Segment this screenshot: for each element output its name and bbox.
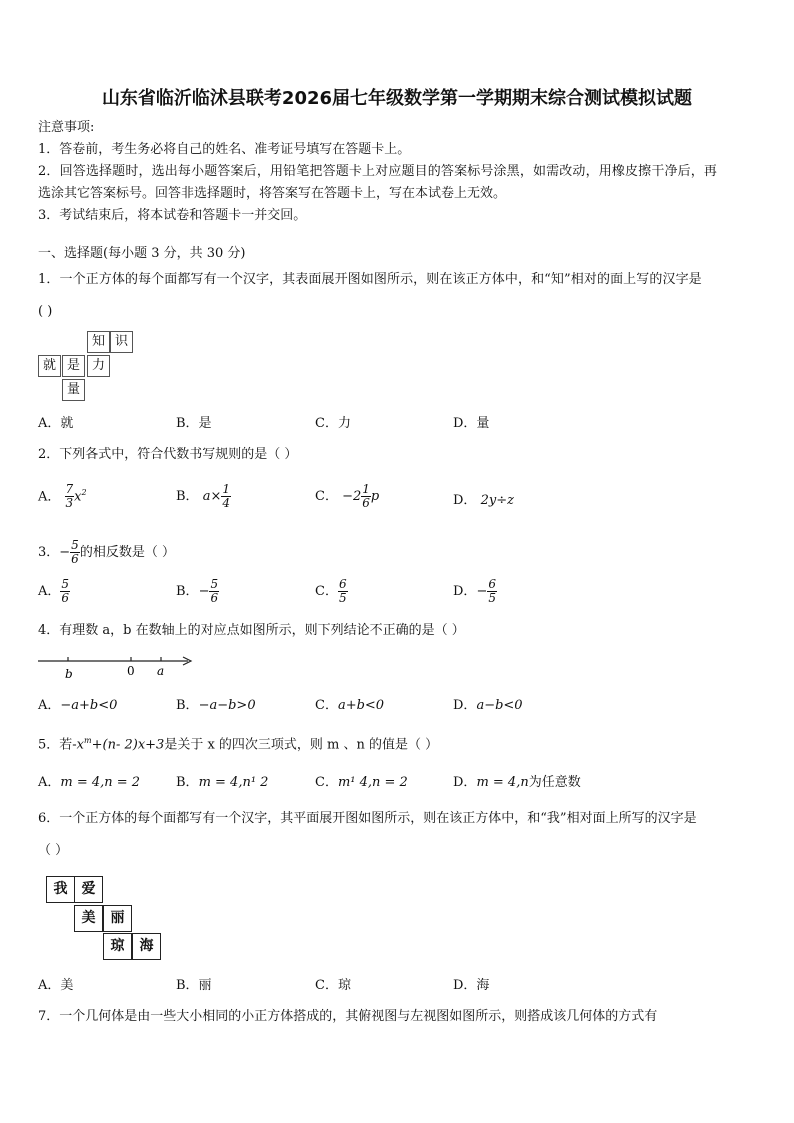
question-4-option-d: D．a−b<0	[453, 698, 523, 713]
net-cell: 琼	[103, 933, 132, 960]
net-cell: 量	[62, 379, 85, 401]
question-2-option-c: C． −2 $\frac{1}{6}$ p	[315, 482, 380, 510]
question-3-option-c: C． $\frac{6}{5}$	[315, 577, 347, 605]
notice-item: 3．考试结束后，将本试卷和答题卡一并交回。	[38, 208, 307, 223]
fraction: $\frac{1}{6}$	[362, 482, 370, 510]
net-cell: 美	[74, 905, 103, 932]
question-4-option-a: A．−a+b<0	[38, 698, 118, 713]
question-6-option-a: A．美	[38, 978, 74, 993]
fraction: $\frac{5}{6}$	[71, 538, 79, 566]
number-line-figure	[36, 650, 198, 684]
question-1-stem: 1．一个正方体的每个面都写有一个汉字，其表面展开图如图所示，则在该正方体中，和“知”相对的面上写的汉字是	[38, 272, 702, 287]
question-2-option-d: D． 2y÷z	[453, 493, 514, 508]
question-2-stem: 2．下列各式中，符合代数书写规则的是（ ）	[38, 447, 298, 462]
net-cell: 我	[46, 876, 75, 903]
question-6-option-c: C．琼	[315, 978, 351, 993]
question-6-paren: （ ）	[38, 843, 69, 858]
question-6-option-d: D．海	[453, 978, 490, 993]
question-4-stem: 4．有理数 a，b 在数轴上的对应点如图所示，则下列结论不正确的是（ ）	[38, 623, 465, 638]
axis-label-a: a	[157, 664, 165, 678]
question-3-option-a: A． $\frac{5}{6}$	[38, 577, 70, 605]
question-6-option-b: B．丽	[176, 978, 212, 993]
notice-heading: 注意事项:	[38, 120, 95, 135]
question-1-paren: ( )	[38, 304, 53, 319]
net-cell: 知	[87, 331, 110, 353]
notice-item: 1．答卷前，考生务必将自己的姓名、准考证号填写在答题卡上。	[38, 142, 411, 157]
question-1-option-d: D．量	[453, 416, 490, 431]
option-label: C．	[315, 489, 338, 504]
option-label: A．	[38, 489, 61, 505]
net-cell: 丽	[103, 905, 132, 932]
question-5-stem: 5．若$-x^m+(n-$ 2)x+3是关于 x 的四次三项式，则 m 、n 的值是（ ）	[38, 736, 439, 753]
question-1-net-figure	[38, 331, 138, 403]
question-1-option-a: A．就	[38, 416, 74, 431]
question-5-option-d: D．m = 4,n为任意数	[453, 775, 581, 790]
axis-label-b: b	[65, 667, 73, 681]
question-3-option-b: B．− $\frac{5}{6}$	[176, 577, 219, 605]
option-label: B．	[176, 489, 199, 504]
fraction: $\frac{6}{5}$	[488, 577, 496, 605]
question-5-option-c: C．m¹ 4,n = 2	[315, 775, 408, 790]
fraction: $\frac{1}{4}$	[222, 482, 230, 510]
question-5-option-a: A．m = 4,n = 2	[38, 775, 141, 790]
question-1-option-c: C．力	[315, 416, 351, 431]
notice-item: 选涂其它答案标号。回答非选择题时，将答案写在答题卡上，写在本试卷上无效。	[38, 186, 507, 201]
net-cell: 力	[87, 355, 110, 377]
question-3-stem: 3．− $\frac{5}{6}$ 的相反数是（ ）	[38, 538, 175, 566]
fraction: $\frac{5}{6}$	[61, 577, 70, 605]
fraction: $\frac{6}{5}$	[338, 577, 347, 605]
fraction: $\frac{7}{3}$	[65, 482, 74, 511]
question-5-option-b: B．m = 4,n¹ 2	[176, 775, 269, 790]
net-cell: 是	[62, 355, 85, 377]
option-label: D．	[453, 493, 477, 508]
question-2-option-b: B． a× $\frac{1}{4}$	[176, 482, 230, 510]
net-cell: 就	[38, 355, 61, 377]
page-title: 山东省临沂临沭县联考2026届七年级数学第一学期期末综合测试模拟试题	[101, 88, 693, 109]
question-7-stem: 7．一个几何体是由一些大小相同的小正方体搭成的，其俯视图与左视图如图所示，则搭成该几何体的方式有	[38, 1009, 658, 1024]
question-3-option-d: D．− $\frac{6}{5}$	[453, 577, 496, 605]
question-1-option-b: B．是	[176, 416, 212, 431]
net-cell: 海	[132, 933, 161, 960]
fraction: $\frac{5}{6}$	[210, 577, 219, 605]
section-heading: 一、选择题(每小题 3 分，共 30 分)	[38, 246, 246, 261]
question-4-option-c: C．a+b<0	[315, 698, 385, 713]
question-6-net-figure	[46, 876, 166, 962]
question-6-stem: 6．一个正方体的每个面都写有一个汉字，其平面展开图如图所示，则在该正方体中，和“我”相对面上所写的汉字是	[38, 811, 697, 826]
notice-item: 2．回答选择题时，选出每小题答案后，用铅笔把答题卡上对应题目的答案标号涂黑，如需改动，用橡皮擦干净后，再	[38, 164, 718, 179]
net-cell: 爱	[74, 876, 103, 903]
axis-label-0: 0	[127, 664, 135, 678]
question-2-option-a: A． $\frac{7}{3}$ $x^2$	[38, 482, 87, 511]
question-4-option-b: B．−a−b>0	[176, 698, 256, 713]
net-cell: 识	[110, 331, 133, 353]
